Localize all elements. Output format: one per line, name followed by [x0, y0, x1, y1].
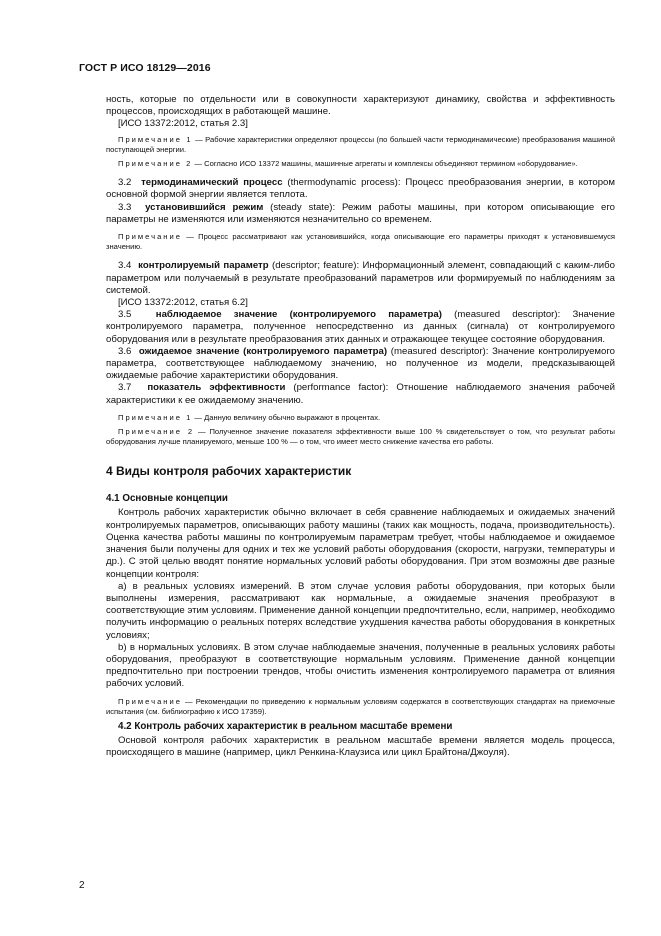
list-item-b: b) в нормальных условиях. В этом случае наблюдаемые значения, полученные в реальных условиях работы оборудования, преобразуют в соответствующие нормальным условиям. Применение данной концепции предпочтительно при построении трендов, чтобы очистить изменения контролируемого параметра от влияния рабочих условий. [106, 641, 615, 690]
page-content [106, 94, 615, 759]
note-label: Примечание 2 [118, 427, 195, 437]
definition-text: (thermodynamic process): Процесс преобразования энергии, в котором основной формой энергии является теплота. [106, 177, 615, 201]
paragraph: Контроль рабочих характеристик обычно включает в себя сравнение наблюдаемых и ожидаемых значений контролируемых параметров, описывающих работу машины (таких как мощность, подача, производительность). Оценка качества работы машины по контролируемым параметрам требует, чтобы наблюдаемое и ожидаемое значения были получены для одних и тех же условий работы оборудования (скорости, нагрузки, температуры и др.). С этой целью вводят понятие нормальных условий работы оборудования. При этом возможны две разные концепции контроля: [106, 507, 615, 580]
note [106, 232, 615, 252]
definition-term: показатель эффективности [147, 382, 286, 394]
definition-number: 3.3 [118, 201, 132, 213]
definition-term: наблюдаемое значение (контролируемого параметра) [155, 309, 442, 321]
note [106, 413, 615, 423]
definition-3-5 [106, 309, 615, 346]
note-label: Примечание 2 [118, 159, 193, 169]
definition-text: (descriptor; feature): Информационный элемент, совпадающий с каким-либо параметром или получаемый в результате преобразований параметров или формируемый по наблюдениям за системой. [106, 260, 615, 296]
note [106, 159, 615, 169]
note-text: — Полученное значение показателя эффективности выше 100 % свидетельствует о том, что результат работы оборудования лучше планируемого, меньше 100 % — о том, что имеет место снижение качества его работы. [106, 427, 615, 447]
paragraph: Основой контроля рабочих характеристик в реальном масштабе времени является модель процесса, происходящего в машине (например, цикл Ренкина-Клаузиса или цикл Брайтона/Джоуля). [106, 734, 615, 759]
list-item-a: a) в реальных условиях измерений. В этом случае условия работы оборудования, при которых были выполнены измерения, рассматривают как нормальные, а ожидаемые значения преобразуют в соответствующие этим условиям. Применение данной концепции предпочтительно, если, например, необходимо получить информацию о реальных потерях вследствие ухудшения качества работы оборудования в конкретных условиях; [106, 580, 615, 641]
definition-number: 3.4 [118, 260, 132, 272]
note [106, 697, 615, 717]
definition-number: 3.5 [118, 309, 132, 321]
definition-3-3 [106, 202, 615, 226]
definition-text: (performance factor): Отношение наблюдаемого значения рабочей характеристики к ее ожидаемому значению. [106, 382, 615, 406]
subsection-4-1-heading: 4.1 Основные концепции [106, 493, 228, 505]
definition-term: контролируемый параметр [138, 260, 269, 272]
note-label: Примечание [118, 232, 182, 242]
reference: [ИСО 13372:2012, статья 6.2] [118, 297, 248, 309]
definition-text: (measured descriptor): Значение контролируемого параметра, соответствующее наблюдаемому значению, но полученное из модели, предсказывающей ожидаемые рабочие характеристики оборудования. [106, 345, 615, 382]
definition-text: (measured descriptor): Значение контролируемого параметра, полученное непосредственно из данных (сигнала) от контролируемого оборудования или в результате преобразования этих данных и отражающее текущее состояние оборудования. [106, 309, 615, 345]
note-label: Примечание 1 [118, 412, 193, 422]
section-4-heading: 4 Виды контроля рабочих характеристик [106, 464, 352, 479]
definition-term: термодинамический процесс [141, 177, 283, 189]
note-text: — Рабочие характеристики определяют процессы (по большей части термодинамические) преобразования машиной поступающей энергии. [106, 134, 615, 154]
definition-3-2 [106, 177, 615, 201]
note [106, 135, 615, 155]
continued-paragraph: ность, которые по отдельности или в совокупности характеризуют динамику, свойства и эффективность процессов, происходящих в работающей машине. [106, 94, 615, 118]
note [106, 427, 615, 447]
definition-term: ожидаемое значение (контролируемого параметра) [138, 345, 388, 357]
note-text: — Данную величину обычно выражают в процентах. [192, 412, 381, 422]
definition-number: 3.6 [118, 345, 132, 357]
definition-3-4 [106, 260, 615, 297]
definition-number: 3.7 [118, 382, 132, 394]
definition-number: 3.2 [118, 177, 132, 189]
note-label: Примечание [118, 696, 182, 706]
note-text: — Рекомендации по приведению к нормальным условиям содержатся в соответствующих стандартах на приемочные испытания (см. библиографию к ИСО 17359). [106, 696, 615, 716]
note-label: Примечание 1 [118, 134, 193, 144]
note-text: — Согласно ИСО 13372 машины, машинные агрегаты и комплексы объединяют термином «оборудование». [192, 159, 578, 169]
page-number: 2 [79, 880, 85, 891]
definition-term: установившийся режим [145, 201, 264, 213]
note-text: — Процесс рассматривают как установившийся, когда описывающие его параметры приходят к установившемуся значению. [106, 232, 615, 252]
subsection-4-2-heading: 4.2 Контроль рабочих характеристик в реальном масштабе времени [118, 720, 453, 732]
standard-header: ГОСТ Р ИСО 18129—2016 [79, 62, 211, 74]
definition-text: (steady state): Режим работы машины, при котором описывающие его параметры не изменяются или изменяются незначительно со временем. [106, 201, 615, 225]
reference: [ИСО 13372:2012, статья 2.3] [118, 118, 248, 130]
definition-3-7 [106, 382, 615, 406]
definition-3-6 [106, 346, 615, 383]
